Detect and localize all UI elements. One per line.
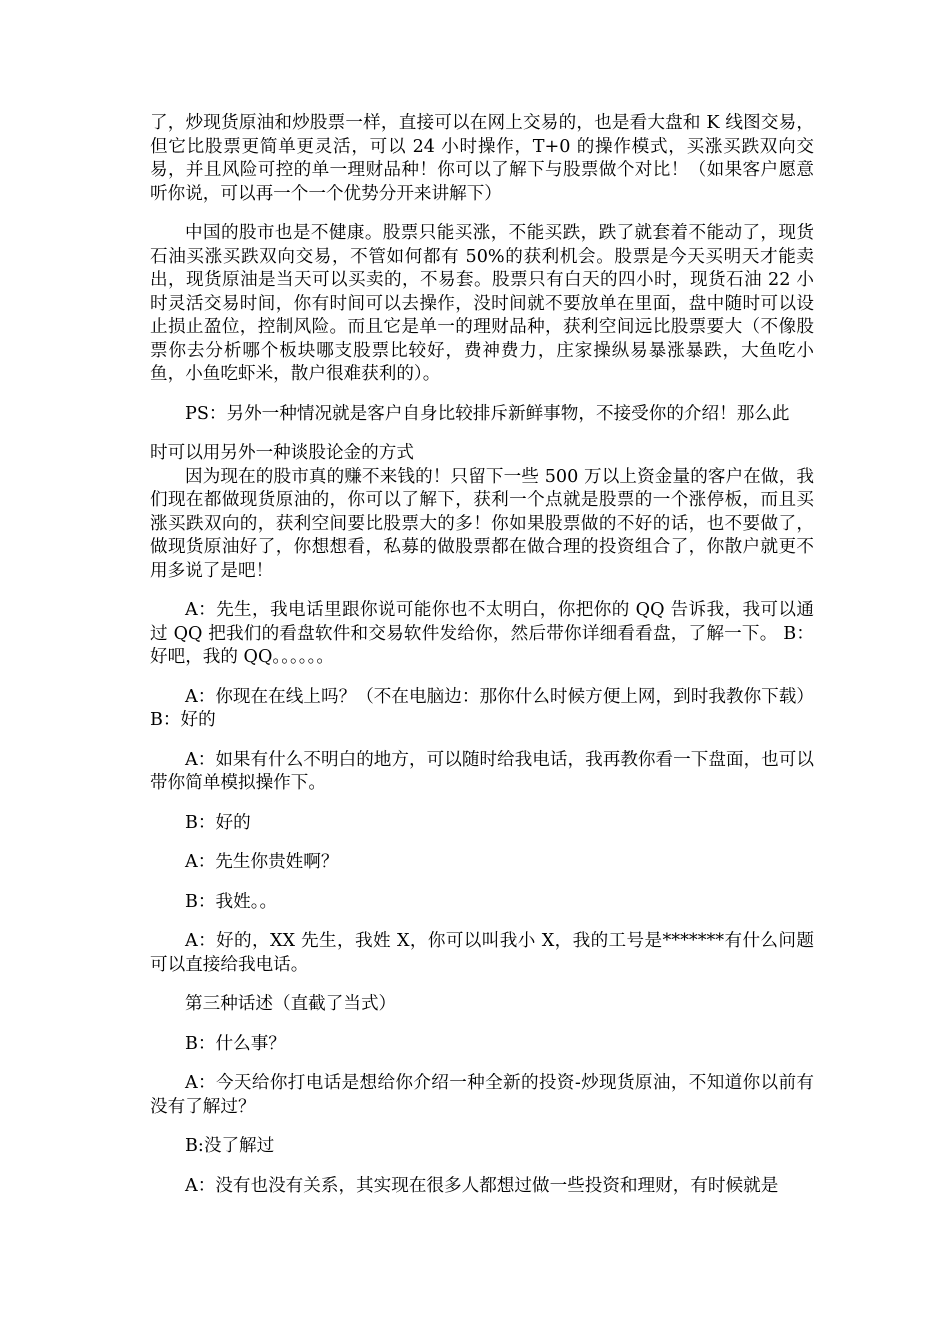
- paragraph-ps-note: PS：另外一种情况就是客户自身比较排斥新鲜事物，不接受你的介绍！那么此: [185, 403, 790, 424]
- dialogue-ask-surname: A：先生你贵姓啊？: [185, 852, 339, 872]
- document-page: [150, 112, 814, 1214]
- dialogue-b-not-known: B:没了解过: [185, 1136, 275, 1156]
- dialogue-no-matter: A：没有也没有关系，其实现在很多人都想过做一些投资和理财，有时候就是: [185, 1175, 779, 1196]
- dialogue-qq-request: A：先生，我电话里跟你说可能你也不太明白，你把你的 QQ 告诉我，我可以通过 QQ 把我们的看盘软件和交易软件发给你，然后带你详细看看盘，了解一下。 B：好吧，我的 QQ。。。。。。: [150, 600, 814, 667]
- paragraph-oil-vs-stock-intro: 了，炒现货原油和炒股票一样，直接可以在网上交易的，也是看大盘和 K 线图交易，但它比股票更简单更灵活，可以 24 小时操作，T+0 的操作模式，买涨买跌双向交易，并且风险可控的单一理财品种！你可以了解下与股票做个对比！（如果客户愿意听你说，可以再一个一个优势分开来讲解下）: [150, 113, 814, 204]
- dialogue-introduce-oil: A：今天给你打电话是想给你介绍一种全新的投资-炒现货原油，不知道你以前有没有了解过？: [150, 1073, 814, 1117]
- paragraph-stock-market-pitch: 因为现在的股市真的赚不来钱的！只留下一些 500 万以上资金量的客户在做，我们现在都做现货原油的，你可以了解下，获利一个点就是股票的一个涨停板，而且买涨买跌双向的，获利空间要比股票大的多！你如果股票做的不好的话，也不要做了，做现货原油好了，你想想看，私募的做股票都在做合理的投资组合了，你散户就更不用多说了是吧！: [150, 466, 814, 581]
- dialogue-introduce-self: A：好的，XX 先生，我姓 X，你可以叫我小 X，我的工号是*******有什么问题可以直接给我电话。: [150, 931, 814, 975]
- dialogue-b-surname: B：我姓。。: [185, 891, 278, 912]
- paragraph-stock-market-comparison: 中国的股市也是不健康。股票只能买涨，不能买跌，跌了就套着不能动了，现货石油买涨买跌双向交易，不管如何都有 50%的获利机会。股票是今天买明天才能卖出，现货原油是当天可以买卖的，不易套。股票只有白天的四小时，现货石油 22 小时灵活交易时间，你有时间可以去操作，没时间就不要放单在里面，盘中随时可以设止损止盈位，控制风险。而且它是单一的理财品种，获利空间远比股票要大（不像股票你去分析哪个板块哪支股票比较好，费神费力，庄家操纵易暴涨暴跌，大鱼吃小鱼，小鱼吃虾米，散户很难获利的）。: [150, 223, 814, 384]
- paragraph-alternative-method: 时可以用另外一种谈股论金的方式: [150, 443, 414, 463]
- dialogue-b-ok: B：好的: [185, 812, 251, 833]
- section-heading-third-script: 第三种话述（直截了当式）: [185, 994, 397, 1014]
- dialogue-online-check: A：你现在在线上吗？（不在电脑边：那你什么时候方便上网，到时我教你下载） B：好的: [150, 686, 814, 730]
- dialogue-call-anytime: A：如果有什么不明白的地方，可以随时给我电话，我再教你看一下盘面，也可以带你简单模拟操作下。: [150, 749, 814, 793]
- dialogue-b-what: B：什么事？: [185, 1033, 286, 1054]
